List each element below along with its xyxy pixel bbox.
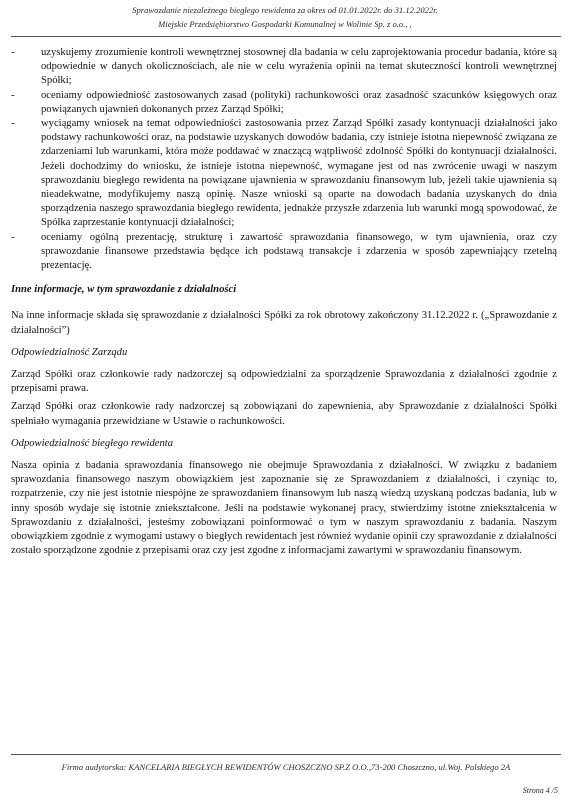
bullet-dash: - xyxy=(11,89,15,101)
footer-divider xyxy=(11,754,561,755)
section-title: Inne informacje, w tym sprawozdanie z działalności xyxy=(11,284,237,296)
document-body xyxy=(11,46,557,559)
bullet-text: oceniamy odpowiedniość zastosowanych zasad (polityki) rachunkowości oraz zasadność szacunków księgowych oraz powiązanych ujawnień dokonanych przez Zarząd Spółki; xyxy=(41,89,557,115)
header-report-title: Sprawozdanie niezależnego biegłego rewidenta za okres od 01.01.2022r. do 31.12.2022r. xyxy=(132,5,438,15)
bullet-item xyxy=(11,117,557,231)
board-paragraph-2: Zarząd Spółki oraz członkowie rady nadzorczej są zobowiązani do zapewnienia, aby Sprawozdanie z działalności Spółki spełniało wymagania przewidziane w Ustawie o rachunkowości. xyxy=(11,401,557,427)
bullet-dash: - xyxy=(11,47,15,58)
bullet-text: wyciągamy wniosek na temat odpowiedniości zastosowania przez Zarząd Spółki zasady kontynuacji działalności jako podstawy rachunkowości oraz, na podstawie uzyskanych dowodów badania, czy istnieje istotna niepewność związana ze zdarzeniami lub warunkami, która może poddawać w znaczącą wątpliwość zdolność Spółki do kontynuacji działalności. Jeżeli dochodzimy do wniosku, że istnieje istotna niepewność, wymagane jest od nas zwrócenie uwagi w naszym sprawozdaniu biegłego rewidenta na powiązane ujawnienia w sprawozdaniu finansowym lub, jeżeli takie ujawnienia są nieadekwatne, modyfikujemy naszą opinię. Nasze wnioski są oparte na dowodach badania uzyskanych do dnia sporządzenia naszego sprawozdania biegłego rewidenta, jednakże przyszłe zdarzenia lub warunki mogą spowodować, że Spółka zaprzestanie kontynuacji działalności; xyxy=(41,118,557,229)
bullet-item xyxy=(11,231,557,274)
bullet-text: oceniamy ogólną prezentację, strukturę i zawartość sprawozdania finansowego, w tym ujawnienia, oraz czy sprawozdanie finansowe przedstawia będące ich podstawą transakcje i zdarzenia w sposób zapewniający rzetelną prezentację. xyxy=(41,231,557,272)
subsection-title-board: Odpowiedzialność Zarządu xyxy=(11,346,128,358)
bullet-dash: - xyxy=(11,118,15,130)
bullet-text: uzyskujemy zrozumienie kontroli wewnętrznej stosownej dla badania w celu zaprojektowania procedur badania, które są odpowiednie w danych okolicznościach, ale nie w celu wyrażenia opinii na temat skuteczności kontroli wewnętrznej Spółki; xyxy=(41,47,557,87)
auditor-paragraph: Nasza opinia z badania sprawozdania finansowego nie obejmuje Sprawozdania z działalności. W związku z badaniem sprawozdania finansowego naszym obowiązkiem jest zapoznanie się ze Sprawozdaniem z działalności, i czyniąc to, rozpatrzenie, czy nie jest istotnie niespójne ze sprawozdaniem finansowym lub naszą wiedzą uzyskaną podczas badania, lub w inny sposób wydaje się istotnie zniekształcone. Jeśli na podstawie wykonanej pracy, stwierdzimy istotne zniekształcenia w Sprawozdaniu z działalności, jesteśmy zobowiązani poinformować o tym w naszym sprawozdaniu z badania. Naszym obowiązkiem zgodnie z wymogami ustawy o biegłych rewidentach jest również wydanie opinii czy sprawozdanie z działalności zostało sporządzone zgodnie z przepisami oraz czy jest zgodne z informacjami zawartymi w sprawozdaniu finansowym. xyxy=(11,460,557,557)
bullet-item xyxy=(11,89,557,117)
intro-paragraph: Na inne informacje składa się sprawozdanie z działalności Spółki za rok obrotowy zakończony 31.12.2022 r. („Sprawozdanie z działalności”) xyxy=(11,310,557,336)
page-header xyxy=(0,3,570,31)
bullet-item xyxy=(11,46,557,89)
header-company-name: Miejskie Przedsiębiorstwo Gospodarki Komunalnej w Wolinie Sp. z o.o., , xyxy=(158,19,412,29)
footer-firm-info: Firma audytorska: KANCELARIA BIEGŁYCH REWIDENTÓW CHOSZCZNO SP.Z O.O.,73-200 Choszczno, ul.Woj. Polskiego 2A xyxy=(61,762,511,772)
subsection-title-auditor: Odpowiedzialność biegłego rewidenta xyxy=(11,437,174,449)
bullet-dash: - xyxy=(11,231,15,243)
header-divider xyxy=(11,36,561,37)
board-paragraph-1: Zarząd Spółki oraz członkowie rady nadzorczej są odpowiedzialni za sporządzenie Sprawozdania z działalności zgodnie z przepisami prawa. xyxy=(11,369,557,395)
page-number: Strona 4 /5 xyxy=(522,786,558,795)
